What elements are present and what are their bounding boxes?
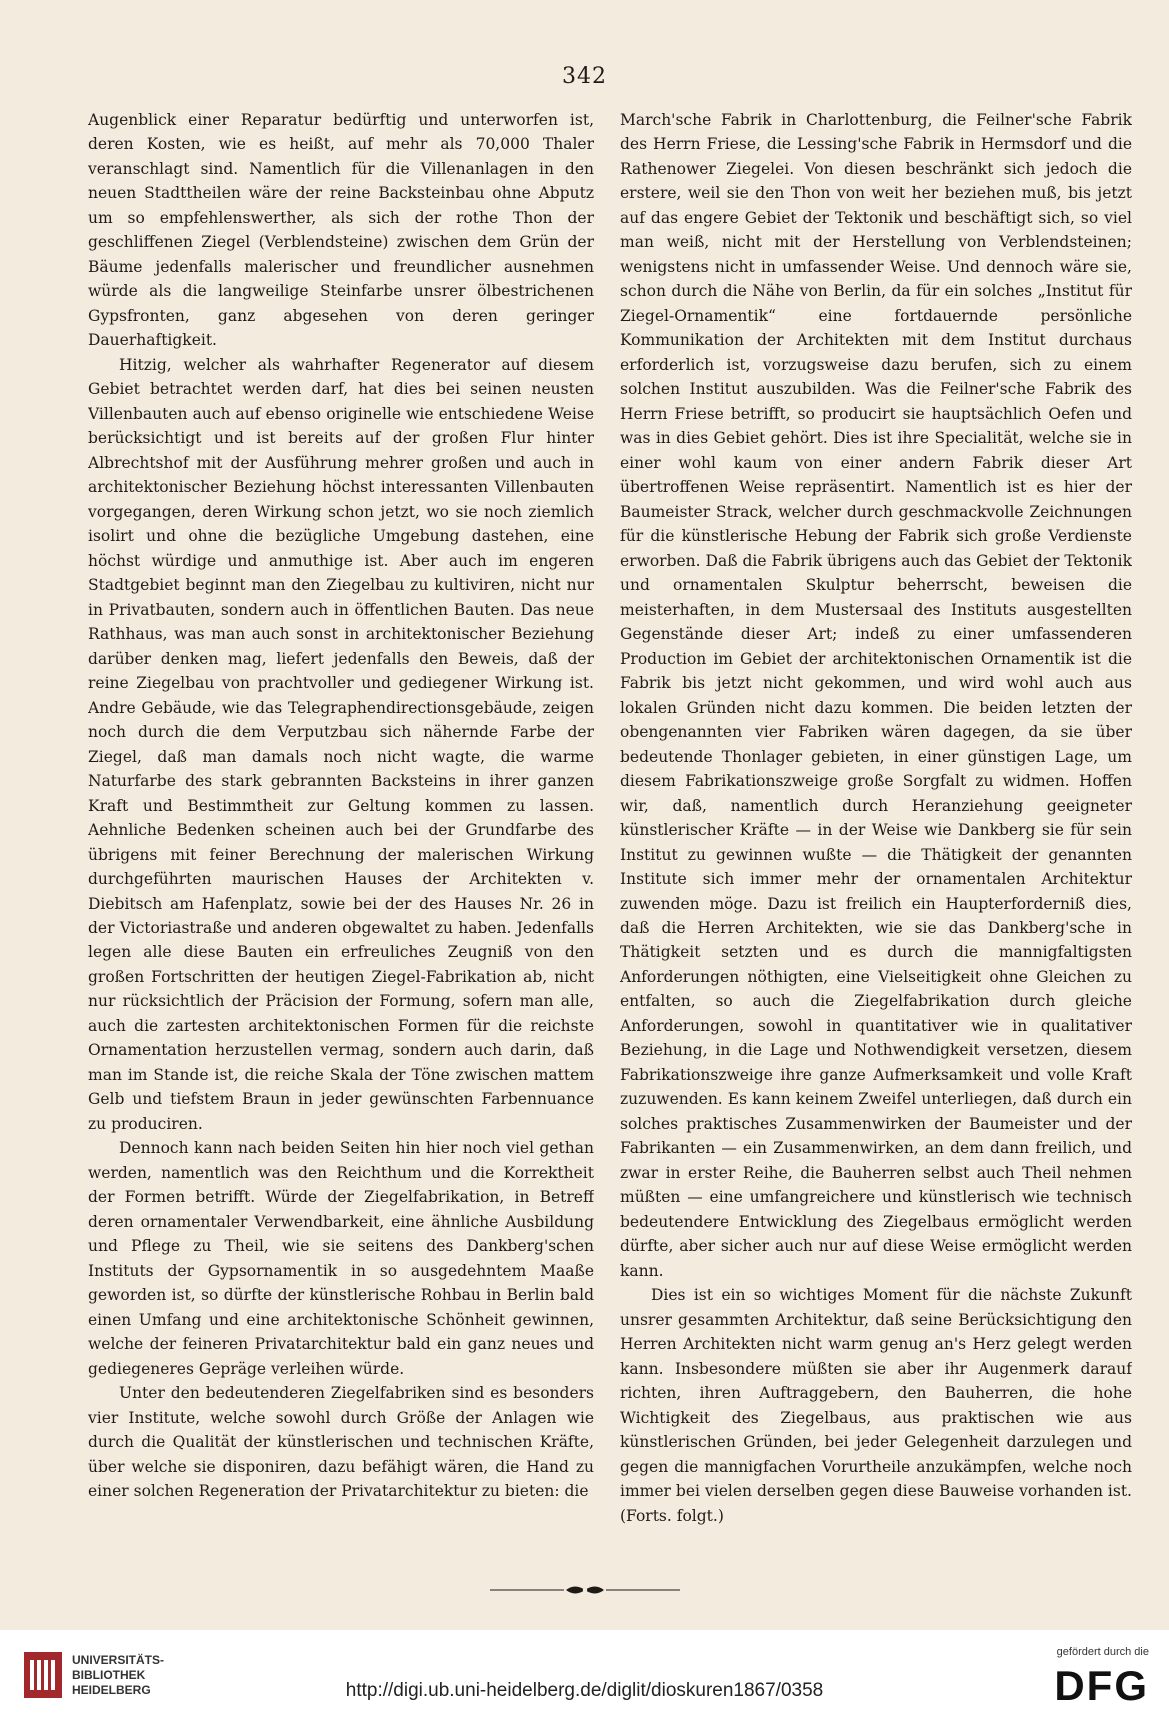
library-name-line: BIBLIOTHEK [72, 1667, 146, 1682]
library-name-line: UNIVERSITÄTS- [72, 1652, 165, 1667]
paragraph: March'sche Fabrik in Charlottenburg, die Feilner'sche Fabrik des Herrn Friese, die Lessing'sche Fabrik in Hermsdorf und die Rathenower Ziegelei. Von diesen beschränkt sich jedoch die erstere, weil sie den Thon von weit her beziehen muß, bis jetzt auf das engere Gebiet der Tektonik und beschäftigt sich, so viel man weiß, nicht mit der Herstellung von Verblendsteinen; wenigstens nicht in umfassender Weise. Und dennoch wäre sie, schon durch die Nähe von Berlin, da für ein solches „Institut für Ziegel-Ornamentik“ eine fortdauernde persönliche Kommunikation der Architekten mit dem Institut durchaus erforderlich ist, vorzugsweise dazu berufen, sich zu einem solchen Institut auszubilden. Was die Feilner'sche Fabrik des Herrn Friese betrifft, so producirt sie hauptsächlich Oefen und was in dies Gebiet gehört. Dies ist ihre Specialität, welche sie in einer wohl kaum von einer andern Fabrik dieser Art übertroffenen Weise repräsentirt. Namentlich ist es hier der Baumeister Strack, welcher durch geschmackvolle Zeichnungen für die künstlerische Hebung der Fabrik sich große Verdienste erworben. Daß die Fabrik übrigens auch das Gebiet der Tektonik und ornamentalen Skulptur beherrscht, beweisen die meisterhaften, in dem Mustersaal des Instituts ausgestellten Gegenstände dieser Art; indeß zu einer umfassenderen Production im Gebiet der architektonischen Ornamentik ist die Fabrik bis jetzt nicht gekommen, und wird wohl auch aus lokalen Gründen nicht dazu kommen. Die beiden letzten der obengenannten vier Fabriken wären dagegen, da sie über bedeutende Thonlager gebieten, in einer günstigen Lage, um diesem Fabrikationszweige große Sorgfalt zu widmen. Hoffen wir, daß, namentlich durch Heranziehung geeigneter künstlerischer Kräfte — in der Weise wie Dankberg sie für sein Institut zu gewinnen wußte — die Thätigkeit der genannten Institute sich immer mehr der ornamentalen Architektur zuwenden möge. Dazu ist freilich ein Haupterforderniß dies, daß die Herren Architekten, wie sie das Dankberg'sche in Thätigkeit setzten und es durch die mannigfaltigsten Anforderungen nöthigten, eine Vielseitigkeit ohne Gleichen zu entfalten, so auch die Ziegelfabrikation durch gleiche Anforderungen, sowohl in quantitativer wie in qualitativer Beziehung, in die Lage und Nothwendigkeit versetzen, diesem Fabrikationszweige ihre ganze Aufmerksamkeit und volle Kraft zuzuwenden. Es kann keinem Zweifel unterliegen, daß durch ein solches praktisches Zusammenwirken der Baumeister und der Fabrikanten — ein Zusammenwirken, an dem dann freilich, und zwar in erster Reihe, die Bauherren selbst auch Theil nehmen müßten — eine umfangreichere und künstlerisch wie technisch bedeutendere Entwicklung des Ziegelbaus ermöglicht werden dürfte, aber sicher auch nur auf diese Weise ermöglicht werden kann. [620, 111, 1132, 1280]
paragraph: Augenblick einer Reparatur bedürftig und unterworfen ist, deren Kosten, wie es heißt, auf mehr als 70,000 Thaler veranschlagt sind. Namentlich für die Villenanlagen in den neuen Stadttheilen wäre der reine Backsteinbau ohne Abputz um so empfehlenswerther, als sich der rothe Thon der geschliffenen Ziegel (Verblendsteine) zwischen dem Grün der Bäume jedenfalls malerischer und freundlicher ausnehmen würde als die langweilige Steinfarbe unsrer ölbestrichenen Gypsfronten, ganz abgesehen von deren geringer Dauerhaftigkeit. [88, 111, 594, 350]
page-number: 342 [562, 64, 607, 89]
footer [0, 1630, 1169, 1716]
library-name-line: HEIDELBERG [72, 1682, 151, 1697]
funding-notice [1054, 1646, 1149, 1708]
source-url-link[interactable]: http://digi.ub.uni-heidelberg.de/diglit/dioskuren1867/0358 [345, 1680, 824, 1701]
paragraph: Unter den bedeutenderen Ziegelfabriken sind es besonders vier Institute, welche sowohl durch Größe der Anlagen wie durch die Qualität der künstlerischen und technischen Kräfte, über welche sie disponiren, dazu befähigt wären, die Hand zu einer solchen Regeneration der Privatarchitektur zu bieten: die [88, 1384, 594, 1501]
funded-by-text: gefördert durch die [1056, 1646, 1149, 1658]
dfg-logo[interactable]: DFG [1054, 1662, 1149, 1709]
right-column [620, 108, 1132, 1548]
divider-ornament-icon [490, 1583, 680, 1597]
paragraph: Dies ist ein so wichtiges Moment für die nächste Zukunft unsrer gesammten Architektur, daß seine Berücksichtigung den Herren Architekten nicht warm genug an's Herz gelegt werden kann. Insbesondere müßten sie aber ihr Augenmerk darauf richten, ihren Auftraggebern, den Bauherren, die hohe Wichtigkeit des Ziegelbaus, aus praktischen wie aus künstlerischen Gründen, bei jeder Gelegenheit darzulegen und gegen die mannigfachen Vorurtheile anzukämpfen, welche noch immer bei vielen derselben gegen diese Bauweise vorhanden ist. (Forts. folgt.) [620, 1286, 1132, 1525]
paragraph: Dennoch kann nach beiden Seiten hin hier noch viel gethan werden, namentlich was den Reichthum und die Korrektheit der Formen betrifft. Würde der Ziegelfabrikation, in Betreff deren ornamentaler Verwendbarkeit, eine ähnliche Ausbildung und Pflege zu Theil, wie sie seitens des Dankberg'schen Instituts der Gypsornamentik in so ausgedehntem Maaße geworden ist, so dürfte der künstlerische Rohbau in Berlin bald einen Umfang und eine architektonische Schönheit gewinnen, welche der feineren Privatarchitektur bald ein ganz neues und gediegeneres Gepräge verleihen würde. [88, 1139, 594, 1378]
paragraph: Hitzig, welcher als wahrhafter Regenerator auf diesem Gebiet betrachtet werden darf, hat dies bei seinen neusten Villenbauten auch auf ebenso originelle wie entschiedene Weise berücksichtigt und ist bereits auf der großen Flur hinter Albrechtshof mit der Ausführung mehrer großen und auch in architektonischer Beziehung höchst interessanten Villenbauten vorgegangen, deren Wirkung schon jetzt, wo sie noch ziemlich isolirt und ohne die bezügliche Umgebung dastehen, eine höchst würdige und anmuthige ist. Aber auch im engeren Stadtgebiet beginnt man den Ziegelbau zu kultiviren, nicht nur in Privatbauten, sondern auch in öffentlichen Bauten. Das neue Rathhaus, was man auch sonst in architektonischer Beziehung darüber denken mag, liefert jedenfalls den Beweis, daß der reine Ziegelbau von prachtvoller und gediegener Wirkung ist. Andre Gebäude, wie das Telegraphendirectionsgebäude, zeigen noch durch die dem Verputzbau sich nähernde Farbe der Ziegel, daß man damals noch nicht wagte, die warme Naturfarbe des stark gebrannten Backsteins in ihrer ganzen Kraft und Bestimmtheit zur Geltung kommen zu lassen. Aehnliche Bedenken scheinen auch bei der Grundfarbe des übrigens mit feiner Berechnung der malerischen Wirkung durchgeführten maurischen Hauses der Architekten v. Diebitsch am Hafenplatz, sowie bei der des Hauses Nr. 26 in der Victoriastraße und anderen obgewaltet zu haben. Jedenfalls legen alle diese Bauten ein erfreuliches Zeugniß von den großen Fortschritten der heutigen Ziegel-Fabrikation ab, nicht nur rücksichtlich der Präcision der Formung, sofern man alle, auch die zartesten architektonischen Formen für die reichste Ornamentation herzustellen vermag, sondern auch darin, daß man im Stande ist, die reiche Skala der Töne zwischen mattem Gelb und tiefstem Braun in jeder gewünschten Farbennuance zu produciren. [88, 355, 594, 1133]
left-column [88, 108, 594, 1548]
